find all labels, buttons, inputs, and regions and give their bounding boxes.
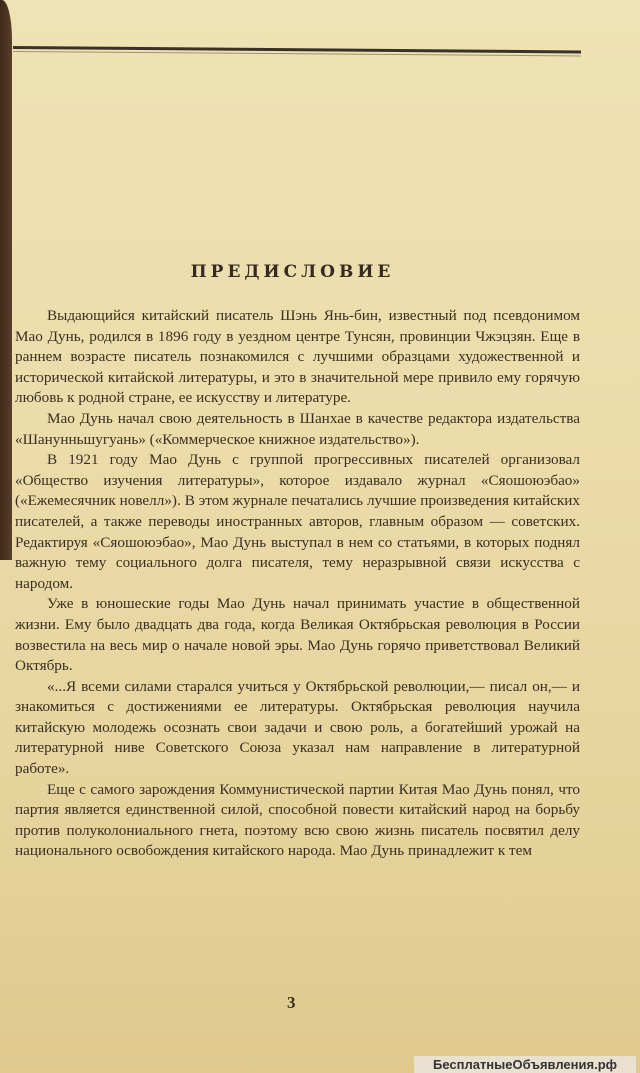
page-number: 3: [287, 993, 296, 1012]
paragraph: В 1921 году Мао Дунь с группой прогрессивных писателей организовал «Общество изучения литературы», которое издавало журнал «Сяошоюэбао» («Ежемесячник новелл»). В этом журнале печатались лучшие произведения китайских писателей, а также переводы иностранных авторов, главным образом — советских. Редактируя «Сяошоюэбао», Мао Дунь выступал в нем со статьями, в которых поднял важную тему социального долга писателя, тему неразрывной связи искусства с народом.: [15, 451, 580, 592]
paragraph: «...Я всеми силами старался учиться у Октябрьской революции,— писал он,— и знакомиться с достижениями ее литературы. Октябрьская революция научила китайскую молодежь осознать свои задачи и свою роль, а богатейший урожай на литературной ниве Советского Союза указал нам направление в литературной работе».: [15, 677, 580, 778]
body-text: [15, 306, 580, 862]
page-title: ПРЕДИСЛОВИЕ: [190, 262, 395, 282]
paragraph: Еще с самого зарождения Коммунистической партии Китая Мао Дунь понял, что партия является единственной силой, способной повести китайский народ на борьбу против полуколониального гнета, поэтому всю свою жизнь писатель посвятил делу национального освобождения китайского народа. Мао Дунь принадлежит к тем: [15, 780, 580, 860]
watermark: БесплатныеОбъявления.рф: [414, 1056, 636, 1073]
paragraph: Выдающийся китайский писатель Шэнь Янь-бин, известный под псевдонимом Мао Дунь, родился в 1896 году в уездном центре Тунсян, провинции Чжэцзян. Еще в раннем возрасте писатель познакомился с лучшими образцами художественной и исторической китайской литературы, и это в значительной мере привило ему горячую любовь к родной стране, ее искусству и литературе.: [15, 307, 580, 407]
paragraph: Мао Дунь начал свою деятельность в Шанхае в качестве редактора издательства «Шанунньшугуань» («Коммерческое книжное издательство»).: [15, 409, 580, 448]
paragraph: Уже в юношеские годы Мао Дунь начал принимать участие в общественной жизни. Ему было двадцать два года, когда Великая Октябрьская революция в России возвестила на весь мир о начале новой эры. Мао Дунь горячо приветствовал Великий Октябрь.: [15, 595, 580, 675]
